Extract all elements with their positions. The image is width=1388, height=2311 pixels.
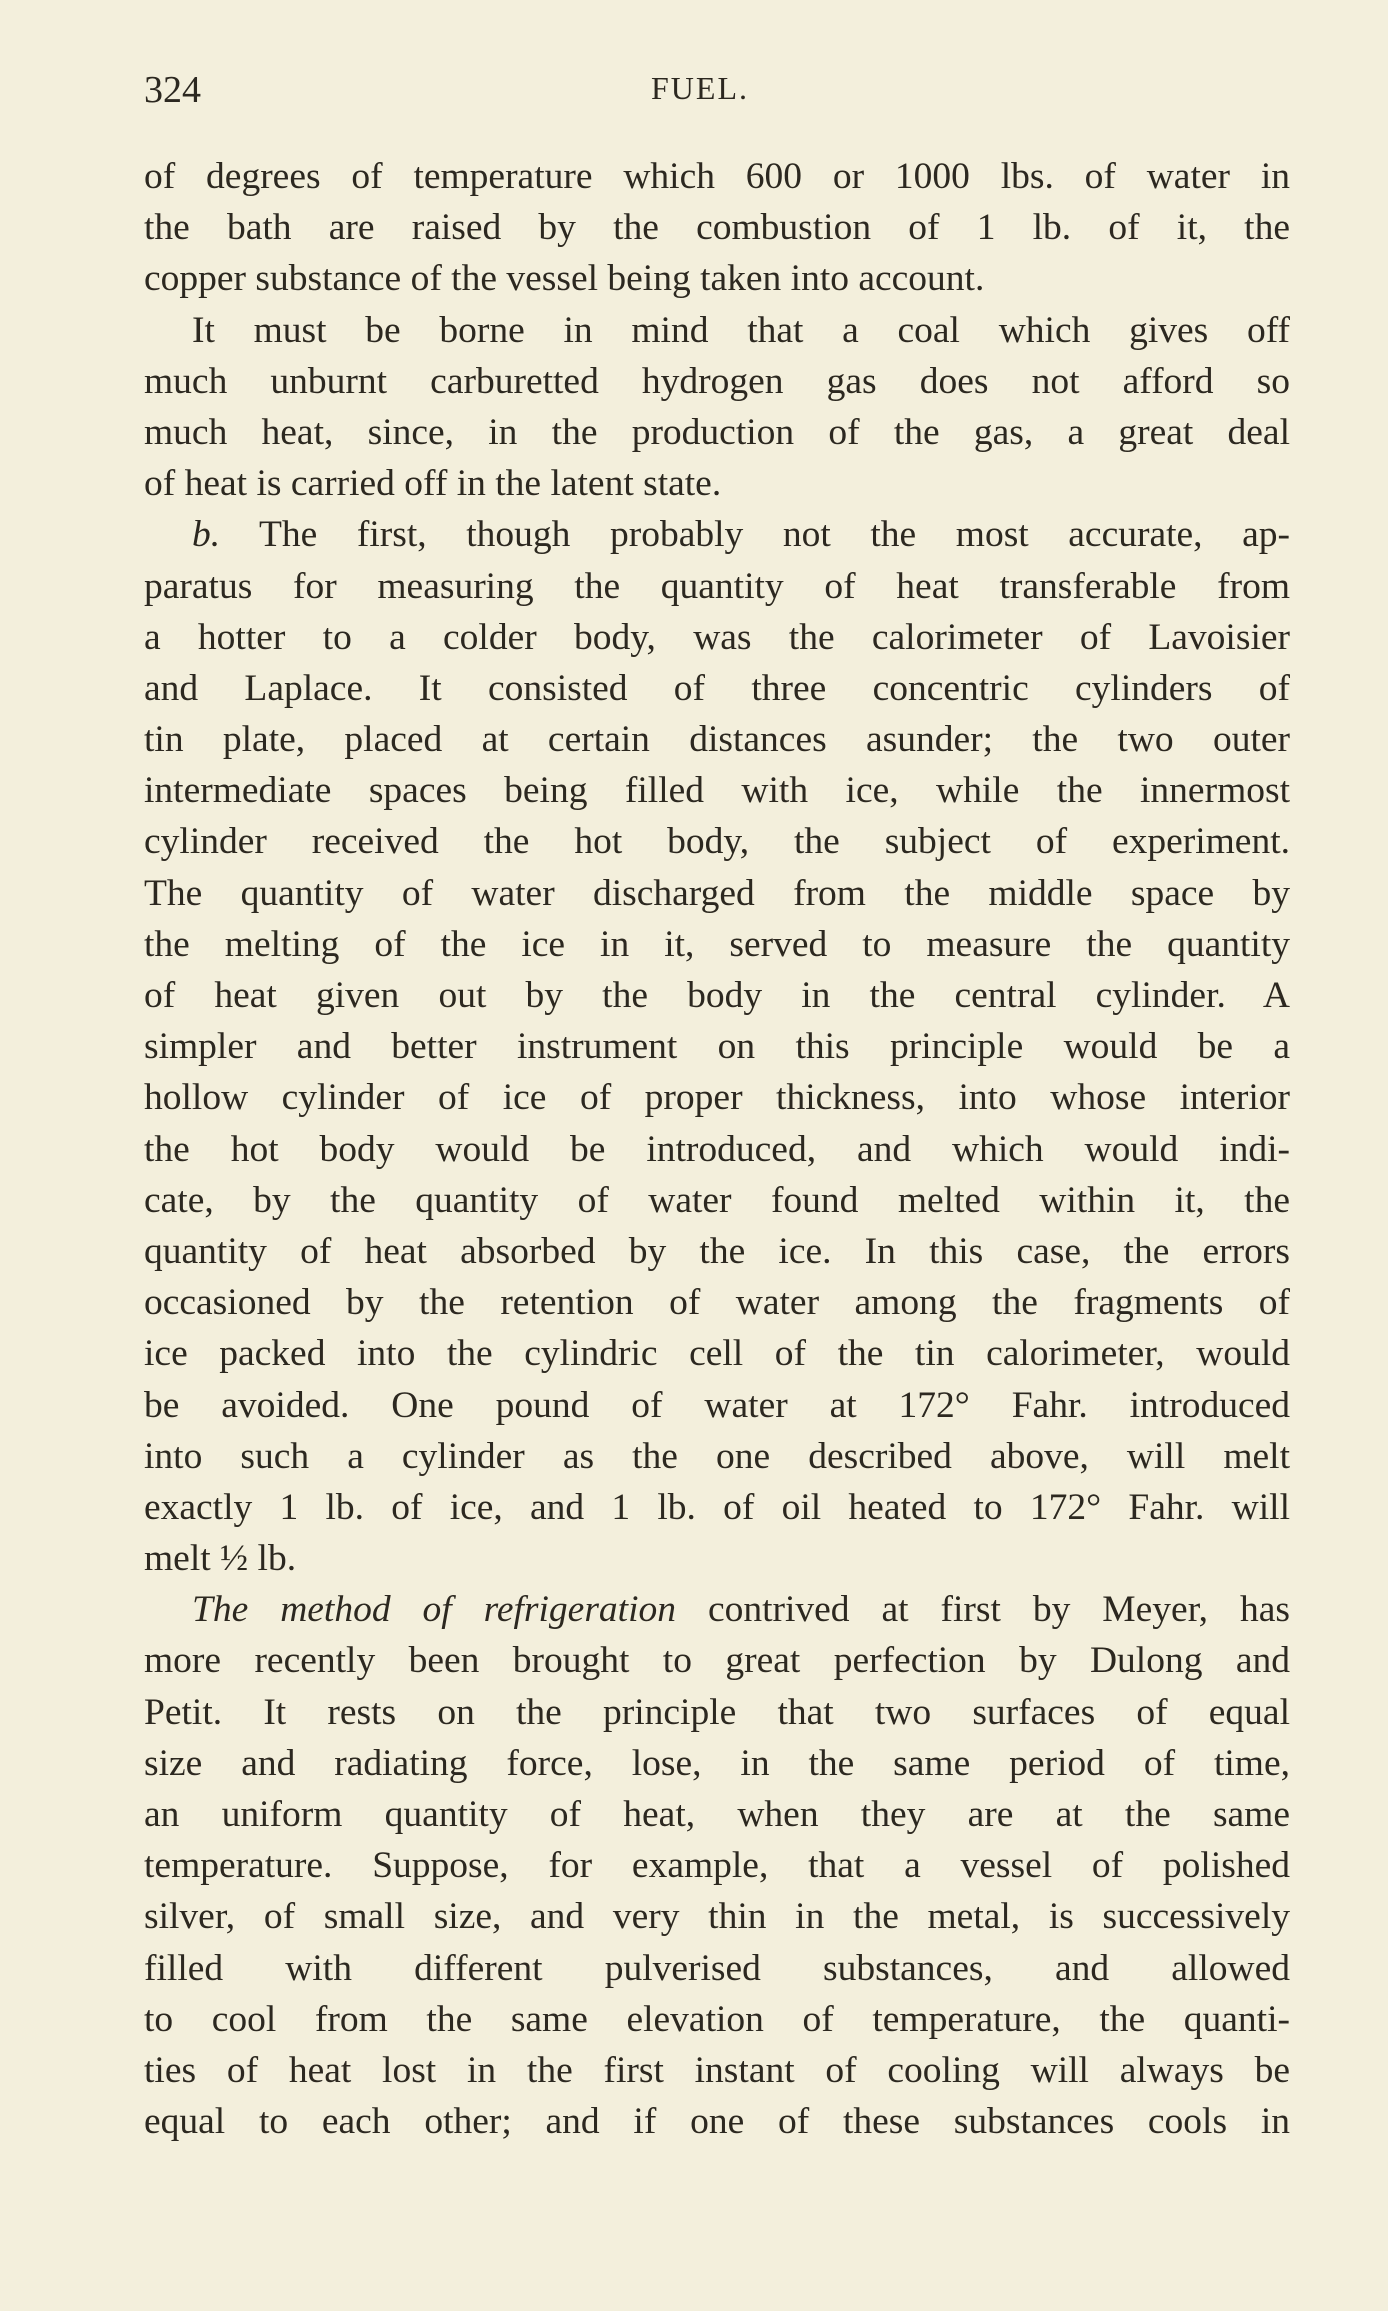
line-text: contrived at first by Meyer, has: [676, 1589, 1290, 1631]
line-text: tin plate, placed at certain distances asunder; the two outer: [144, 719, 1290, 761]
line-text: The quantity of water discharged from the middle space by: [144, 872, 1290, 914]
text-line: [144, 765, 1290, 816]
text-line: [144, 2045, 1290, 2096]
text-line: [144, 816, 1290, 867]
line-text: intermediate spaces being filled with ice, while the innermost: [144, 770, 1290, 812]
line-text: paratus for measuring the quantity of heat transferable from: [144, 565, 1290, 607]
line-text: ice packed into the cylindric cell of the tin calorimeter, would: [144, 1333, 1290, 1375]
line-text: cate, by the quantity of water found melted within it, the: [144, 1179, 1290, 1221]
text-line: [144, 1431, 1290, 1482]
line-text: quantity of heat absorbed by the ice. In this case, the errors: [144, 1230, 1290, 1272]
text-line: [144, 868, 1290, 919]
text-line: [144, 151, 1290, 202]
body-text: [144, 151, 1290, 2147]
text-line: [144, 202, 1290, 253]
line-text: exactly 1 lb. of ice, and 1 lb. of oil heated to 172° Fahr. will: [144, 1486, 1290, 1528]
text-line: [144, 1380, 1290, 1431]
text-line: [144, 356, 1290, 407]
text-line: [144, 305, 1290, 356]
text-line: [144, 1328, 1290, 1379]
text-line: [144, 1277, 1290, 1328]
line-text: equal to each other; and if one of these substances cools in: [144, 2101, 1290, 2143]
line-text: simpler and better instrument on this principle would be a: [144, 1026, 1290, 1068]
text-line: [144, 1533, 1290, 1584]
running-title: FUEL.: [651, 70, 749, 106]
italic-text: b.: [192, 514, 221, 556]
line-text: be avoided. One pound of water at 172° Fahr. introduced: [144, 1384, 1290, 1426]
line-text: more recently been brought to great perfection by Dulong and: [144, 1640, 1290, 1682]
text-line: [144, 1226, 1290, 1277]
text-line: [144, 1021, 1290, 1072]
text-line: [144, 253, 1290, 304]
line-text: into such a cylinder as the one described above, will melt: [144, 1435, 1290, 1477]
line-text: much heat, since, in the production of the gas, a great deal: [144, 411, 1290, 453]
text-line: [144, 561, 1290, 612]
text-line: [144, 919, 1290, 970]
line-text: temperature. Suppose, for example, that a vessel of polished: [144, 1845, 1290, 1887]
line-text: the melting of the ice in it, served to measure the quantity: [144, 923, 1290, 965]
text-line: [144, 1584, 1290, 1635]
text-line: [144, 663, 1290, 714]
text-line: [144, 407, 1290, 458]
line-text: copper substance of the vessel being taken into account.: [144, 258, 985, 300]
line-text: cylinder received the hot body, the subject of experiment.: [144, 821, 1290, 863]
line-text: the hot body would be introduced, and which would indi-: [144, 1128, 1290, 1170]
text-line: [144, 2096, 1290, 2147]
line-text: size and radiating force, lose, in the same period of time,: [144, 1742, 1290, 1784]
text-line: [144, 1687, 1290, 1738]
text-line: [144, 1635, 1290, 1686]
text-line: [144, 509, 1290, 560]
line-text: to cool from the same elevation of temperature, the quanti-: [144, 1998, 1290, 2040]
text-line: [144, 1175, 1290, 1226]
line-text: the bath are raised by the combustion of 1 lb. of it, the: [144, 207, 1290, 249]
text-line: [144, 1124, 1290, 1175]
line-text: much unburnt carburetted hydrogen gas does not afford so: [144, 360, 1290, 402]
line-text: The first, though probably not the most accurate, ap-: [220, 514, 1290, 556]
italic-text: The method of refrigeration: [192, 1589, 676, 1631]
text-line: [144, 1840, 1290, 1891]
text-line: [144, 1738, 1290, 1789]
text-line: [144, 1943, 1290, 1994]
line-text: occasioned by the retention of water among the fragments of: [144, 1282, 1290, 1324]
page-number: 324: [144, 69, 201, 111]
line-text: of heat is carried off in the latent state.: [144, 463, 722, 505]
line-text: and Laplace. It consisted of three concentric cylinders of: [144, 667, 1290, 709]
line-text: a hotter to a colder body, was the calorimeter of Lavoisier: [144, 616, 1290, 658]
text-line: [144, 970, 1290, 1021]
text-line: [144, 1482, 1290, 1533]
text-line: [144, 1891, 1290, 1942]
line-text: Petit. It rests on the principle that two surfaces of equal: [144, 1691, 1290, 1733]
line-text: of heat given out by the body in the central cylinder. A: [144, 975, 1290, 1016]
text-line: [144, 612, 1290, 663]
line-text: silver, of small size, and very thin in the metal, is successively: [144, 1896, 1290, 1938]
text-line: [144, 1994, 1290, 2045]
line-text: filled with different pulverised substances, and allowed: [144, 1947, 1290, 1989]
line-text: hollow cylinder of ice of proper thickness, into whose interior: [144, 1077, 1290, 1119]
line-text: of degrees of temperature which 600 or 1000 lbs. of water in: [144, 156, 1290, 197]
text-line: [144, 1789, 1290, 1840]
line-text: an uniform quantity of heat, when they are at the same: [144, 1794, 1290, 1835]
text-line: [144, 1072, 1290, 1123]
line-text: It must be borne in mind that a coal which gives off: [192, 309, 1290, 351]
line-text: melt ½ lb.: [144, 1538, 297, 1580]
text-line: [144, 714, 1290, 765]
line-text: ties of heat lost in the first instant of cooling will always be: [144, 2049, 1290, 2091]
text-line: [144, 458, 1290, 509]
